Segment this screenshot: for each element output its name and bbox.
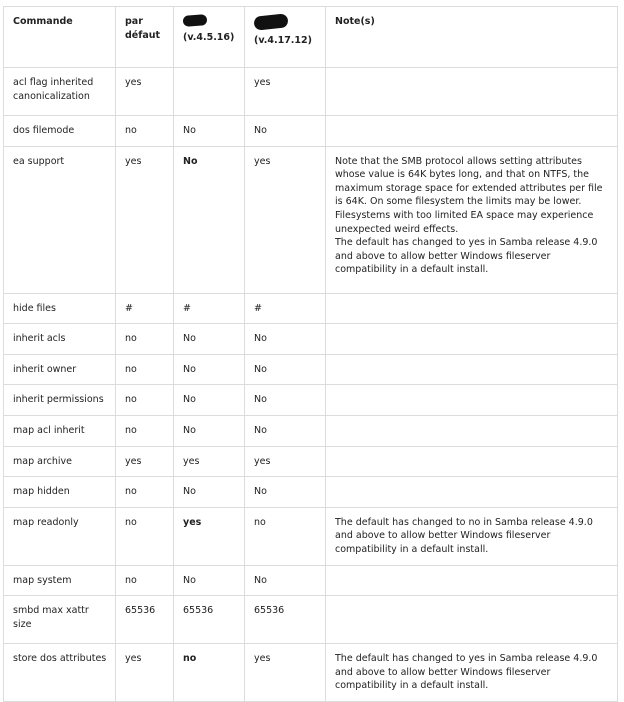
cell-default: yes [116,146,174,293]
table-row [4,477,618,508]
cell-default: no [116,354,174,385]
cell-default: 65536 [116,596,174,644]
cell-version-1: No [174,354,245,385]
redacted-mark [253,13,288,30]
cell-version-1: No [174,477,245,508]
cell-default: no [116,324,174,355]
table-row [4,116,618,147]
table-row [4,385,618,416]
header-commande: Commande [4,7,116,68]
cell-version-2: yes [245,644,326,702]
cell-default: yes [116,644,174,702]
cell-note [326,116,618,147]
table-row [4,565,618,596]
table-row [4,68,618,116]
table-row [4,354,618,385]
cell-version-1: No [174,324,245,355]
cell-version-2: yes [245,146,326,293]
cell-default: no [116,415,174,446]
cell-default: no [116,565,174,596]
cell-note [326,565,618,596]
cell-version-1: No [174,385,245,416]
cell-default: # [116,293,174,324]
cell-version-1: yes [174,446,245,477]
cell-version-1: # [174,293,245,324]
cell-default: yes [116,68,174,116]
table-row [4,596,618,644]
header-version-2: (v.4.17.12) [245,7,326,68]
cell-version-2: No [245,565,326,596]
cell-default: yes [116,446,174,477]
redacted-mark [183,14,208,27]
cell-command: map hidden [4,477,116,508]
cell-version-1: No [174,565,245,596]
cell-command: hide files [4,293,116,324]
cell-version-1: No [174,146,245,293]
cell-version-1: No [174,116,245,147]
cell-version-2: no [245,507,326,565]
table-row [4,146,618,293]
cell-note [326,324,618,355]
table-row [4,293,618,324]
cell-note [326,68,618,116]
cell-version-2: No [245,385,326,416]
cell-version-1: yes [174,507,245,565]
cell-command: map readonly [4,507,116,565]
cell-note [326,293,618,324]
cell-version-2: No [245,477,326,508]
cell-note [326,354,618,385]
config-table [3,6,618,702]
cell-command: smbd max xattr size [4,596,116,644]
header-notes: Note(s) [326,7,618,68]
cell-version-2: No [245,354,326,385]
cell-command: dos filemode [4,116,116,147]
table-row [4,415,618,446]
cell-command: inherit owner [4,354,116,385]
cell-default: no [116,385,174,416]
cell-command: inherit permissions [4,385,116,416]
cell-note [326,385,618,416]
cell-default: no [116,477,174,508]
cell-version-1: No [174,415,245,446]
cell-version-2: No [245,415,326,446]
table-row [4,644,618,702]
cell-command: ea support [4,146,116,293]
cell-command: map archive [4,446,116,477]
cell-version-1: 65536 [174,596,245,644]
header-row [4,7,618,68]
cell-note [326,446,618,477]
cell-note: The default has changed to yes in Samba release 4.9.0 and above to allow better Windows fileserver compatibility in a default install. [326,644,618,702]
cell-default: no [116,116,174,147]
cell-version-2: yes [245,446,326,477]
cell-note [326,415,618,446]
cell-version-2: yes [245,68,326,116]
cell-command: store dos attributes [4,644,116,702]
table-row [4,324,618,355]
table-row [4,507,618,565]
cell-command: acl flag inherited canonicalization [4,68,116,116]
cell-command: map acl inherit [4,415,116,446]
cell-version-2: No [245,116,326,147]
cell-command: map system [4,565,116,596]
cell-version-2: # [245,293,326,324]
cell-version-2: 65536 [245,596,326,644]
cell-note: Note that the SMB protocol allows setting attributes whose value is 64K bytes long, and that on NTFS, the maximum storage space for extended attributes per file is 64K. On some filesystem the limits may be lower. Filesystems with too limited EA space may experience unexpected weird effects. The default has changed to yes in Samba release 4.9.0 and above to allow better Windows fileserver compatibility in a default install. [326,146,618,293]
cell-note [326,596,618,644]
cell-version-1 [174,68,245,116]
table-row [4,446,618,477]
cell-note [326,477,618,508]
cell-default: no [116,507,174,565]
cell-command: inherit acls [4,324,116,355]
header-version-1: (v.4.5.16) [174,7,245,68]
cell-version-2: No [245,324,326,355]
cell-version-1: no [174,644,245,702]
cell-note: The default has changed to no in Samba release 4.9.0 and above to allow better Windows fileserver compatibility in a default install. [326,507,618,565]
header-default: par défaut [116,7,174,68]
